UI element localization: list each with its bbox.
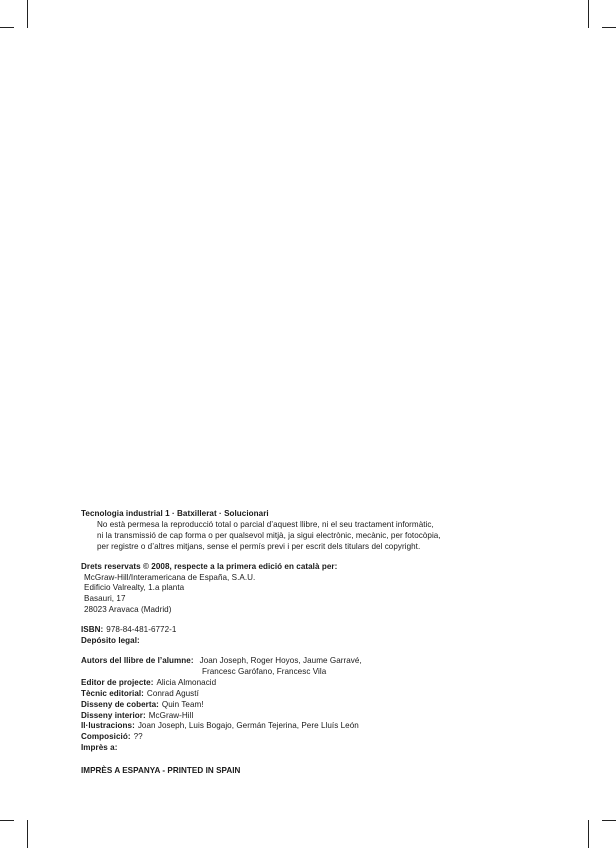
printed-at-row	[81, 743, 551, 754]
editor-value: Alicia Almonacid	[156, 677, 217, 687]
authors-line-2: Francesc Garófano, Francesc Vila	[202, 666, 327, 676]
editor-label: Editor de projecte:	[81, 677, 154, 687]
address-line: Edificio Valrealty, 1.a planta	[84, 583, 185, 593]
isbn-label: ISBN:	[81, 625, 104, 635]
technician-label: Tècnic editorial:	[81, 688, 144, 698]
interior-design-value: McGraw-Hill	[148, 710, 194, 720]
authors-label: Autors del llibre de l’alumne:	[81, 655, 194, 665]
authors-line-1: Joan Joseph, Roger Hoyos, Jaume Garravé,	[199, 655, 362, 665]
editor-row	[81, 678, 551, 689]
isbn-row	[81, 625, 551, 636]
cover-design-value: Quin Team!	[161, 699, 204, 709]
deposit-row	[81, 636, 551, 647]
isbn-value: 978-84-481-6772-1	[106, 625, 177, 635]
colophon	[81, 509, 551, 777]
composition-label: Composició:	[81, 732, 131, 742]
authors-row	[81, 656, 551, 667]
technician-row	[81, 689, 551, 700]
crop-mark-top-right-h	[602, 27, 616, 28]
crop-mark-top-left-h	[0, 27, 14, 28]
rights-notice-line: per registre o d’altres mitjans, sense el permís previ i per escrit dels titulars del copyright.	[97, 541, 421, 551]
crop-mark-top-right	[588, 0, 589, 28]
deposit-label: Depósito legal:	[81, 636, 140, 646]
rights-notice-line: No està permesa la reproducció total o parcial d’aquest llibre, ni el seu tractament informàtic,	[97, 519, 434, 529]
crop-mark-top-left	[27, 0, 28, 28]
cover-design-row	[81, 700, 551, 711]
address-line: 28023 Aravaca (Madrid)	[84, 605, 172, 615]
crop-mark-bottom-left-h	[0, 820, 14, 821]
rights-notice-line: ni la transmissió de cap forma o per qualsevol mitjà, ja sigui electrònic, mecànic, per fotocòpia,	[97, 530, 441, 540]
cover-design-label: Disseny de coberta:	[81, 699, 159, 709]
publisher-address	[81, 573, 551, 617]
interior-design-label: Disseny interior:	[81, 710, 146, 720]
interior-design-row	[81, 711, 551, 722]
address-line: McGraw-Hill/Interamericana de España, S.A.U.	[84, 572, 256, 582]
book-title-line: Tecnologia industrial 1 · Batxillerat · Solucionari	[81, 509, 269, 518]
crop-mark-bottom-right	[588, 820, 589, 848]
illustrations-label: Il·lustracions:	[81, 721, 135, 731]
printed-at-label: Imprès a:	[81, 743, 118, 753]
illustrations-value: Joan Joseph, Luis Bogajo, Germán Tejerina, Pere Lluís León	[137, 721, 359, 731]
printed-in-spain: IMPRÈS A ESPANYA - PRINTED IN SPAIN	[81, 766, 241, 776]
illustrations-row	[81, 721, 551, 732]
rights-notice	[81, 520, 551, 553]
copyright-label: Drets reservats © 2008, respecte a la primera edició en català per:	[81, 561, 338, 571]
crop-mark-bottom-right-h	[602, 820, 616, 821]
technician-value: Conrad Agustí	[146, 688, 199, 698]
crop-mark-bottom-left	[27, 820, 28, 848]
composition-row	[81, 732, 551, 743]
address-line: Basauri, 17	[84, 594, 126, 604]
composition-value: ??	[133, 732, 143, 742]
